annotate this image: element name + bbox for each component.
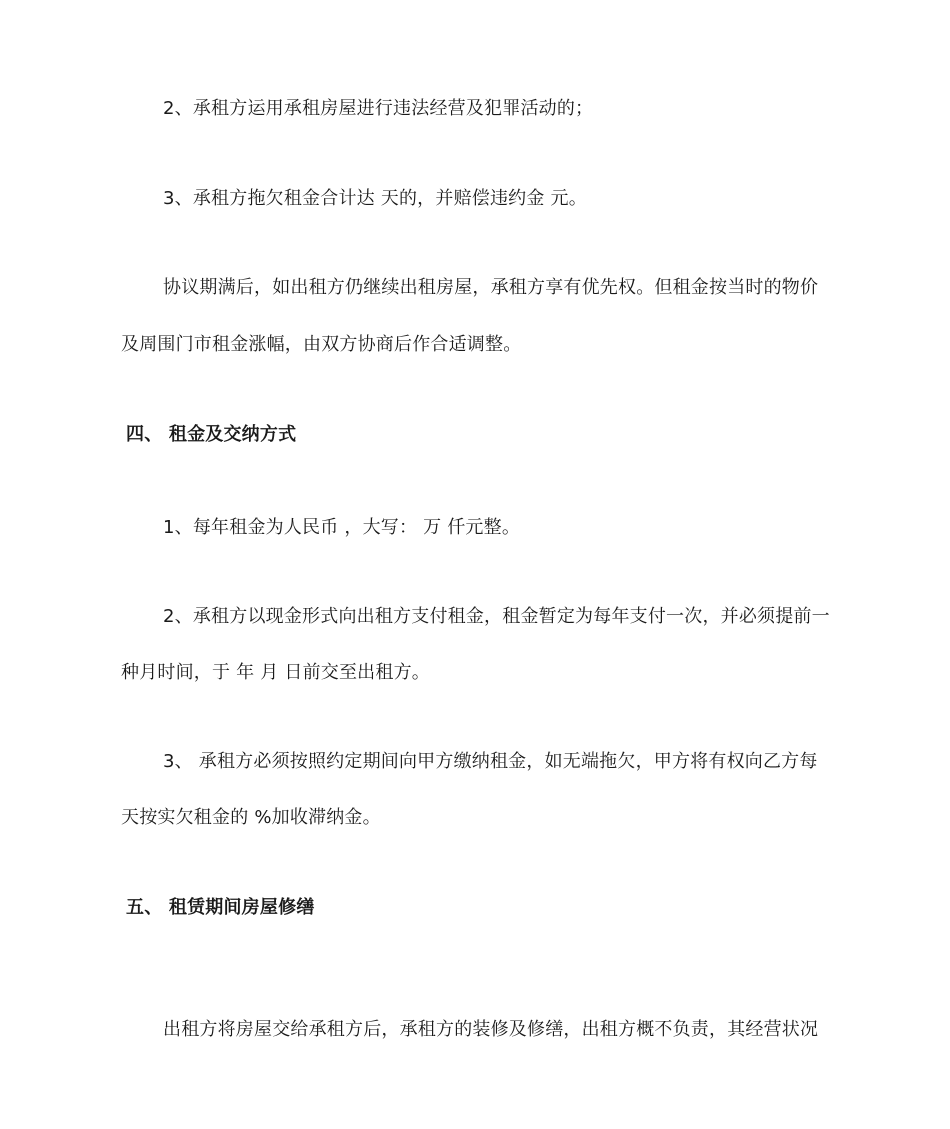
rent-clause-2-line-1: 2、承租方以现金形式向出租方支付租金，租金暂定为每年支付一次，并必须提前一 bbox=[163, 606, 830, 627]
repair-paragraph-line-1: 出租方将房屋交给承租方后，承租方的装修及修缮，出租方概不负责，其经营状况 bbox=[163, 1019, 819, 1040]
section-5-heading: 五、 租赁期间房屋修缮 bbox=[126, 897, 315, 918]
section-4-heading: 四、 租金及交纳方式 bbox=[126, 424, 297, 445]
renewal-paragraph-line-2: 及周围门市租金涨幅，由双方协商后作合适调整。 bbox=[121, 334, 522, 355]
rent-clause-1-text: 1、每年租金为人民币 ，大写： 万 仟元整。 bbox=[163, 517, 521, 538]
clause-2-text: 2、承租方运用承租房屋进行违法经营及犯罪活动的； bbox=[163, 98, 594, 119]
rent-clause-3-line-2: 天按实欠租金的 %加收滞纳金。 bbox=[121, 807, 381, 828]
rent-clause-3-line-1: 3、 承租方必须按照约定期间向甲方缴纳租金，如无端拖欠，甲方将有权向乙方每 bbox=[163, 751, 818, 772]
clause-3-text: 3、承租方拖欠租金合计达 天的，并赔偿违约金 元。 bbox=[163, 188, 587, 209]
renewal-paragraph-line-1: 协议期满后，如出租方仍继续出租房屋，承租方享有优先权。但租金按当时的物价 bbox=[163, 277, 819, 298]
rent-clause-2-line-2: 种月时间，于 年 月 日前交至出租方。 bbox=[121, 662, 430, 683]
